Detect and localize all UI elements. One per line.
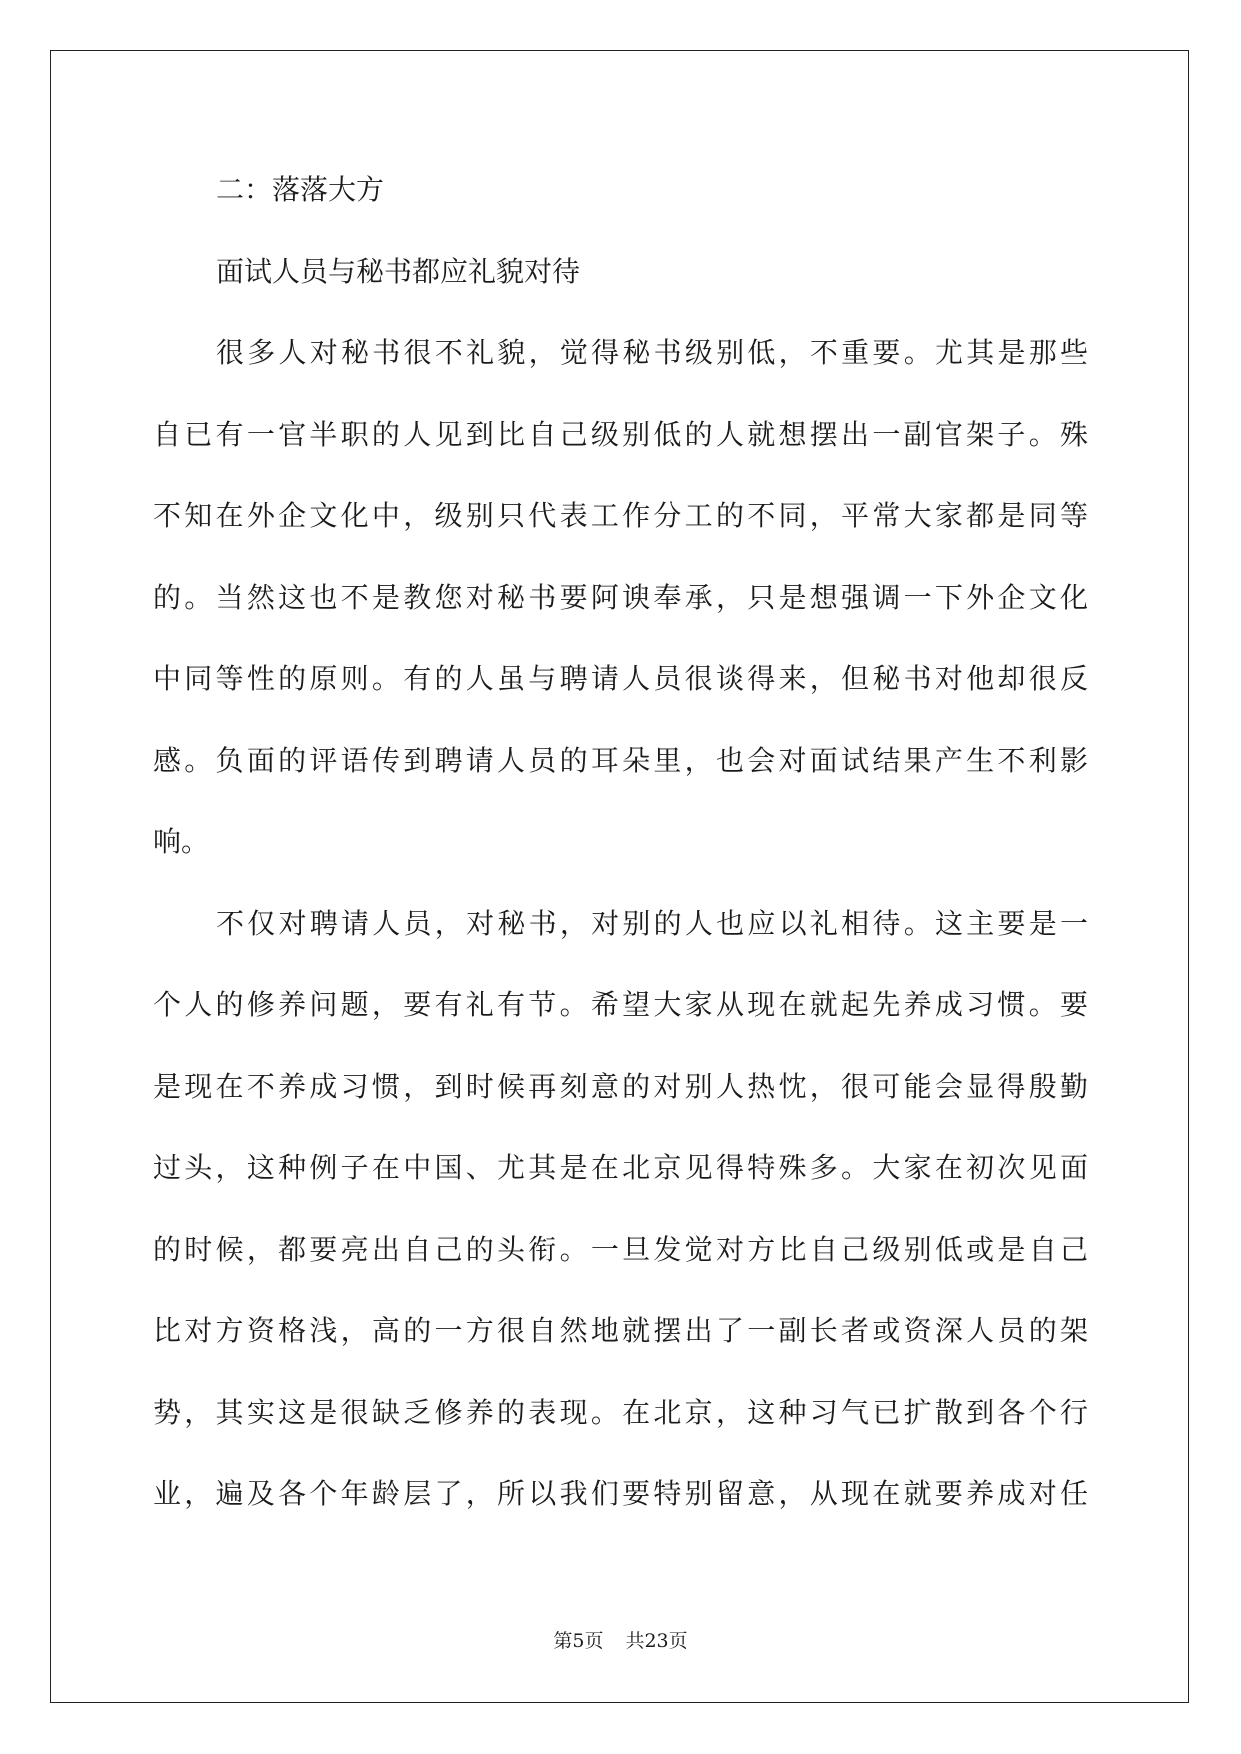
paragraph-line: 势，其实这是很缺乏修养的表现。在北京，这种习气已扩散到各个行 [153,1395,1088,1429]
paragraph-line: 响。 [153,825,210,858]
paragraph-line: 比对方资格浅，高的一方很自然地就摆出了一副长者或资深人员的架 [153,1314,1088,1347]
paragraph-line: 不知在外企文化中，级别只代表工作分工的不同，平常大家都是同等 [153,499,1088,532]
paragraph-line: 中同等性的原则。有的人虽与聘请人员很谈得来，但秘书对他却很反 [153,662,1088,695]
paragraph-line: 自已有一官半职的人见到比自己级别低的人就想摆出一副官架子。殊 [153,417,1088,451]
document-body [153,149,1088,1535]
paragraph-line: 感。负面的评语传到聘请人员的耳朵里，也会对面试结果产生不利影 [153,743,1088,777]
paragraph-line: 不仅对聘请人员，对秘书，对别的人也应以礼相待。这主要是一 [216,906,1088,940]
paragraph-line: 业，遍及各个年龄层了，所以我们要特别留意，从现在就要养成对任 [153,1477,1088,1510]
paragraph-line: 很多人对秘书很不礼貌，觉得秘书级别低，不重要。尤其是那些 [216,336,1088,369]
paragraph-line: 的时候，都要亮出自己的头衔。一旦发觉对方比自己级别低或是自己 [153,1232,1088,1266]
subheading: 面试人员与秘书都应礼貌对待 [216,254,581,288]
paragraph-line: 个人的修养问题，要有礼有节。希望大家从现在就起先养成习惯。要 [153,988,1088,1021]
current-page-number: 第5页 [553,1630,604,1652]
paragraph-line: 是现在不养成习惯，到时候再刻意的对别人热忱，很可能会显得殷勤 [153,1069,1088,1103]
total-page-count: 共23页 [625,1630,688,1652]
section-heading: 二：落落大方 [216,173,385,206]
paragraph-line: 的。当然这也不是教您对秘书要阿谀奉承，只是想强调一下外企文化 [153,580,1088,614]
page-footer [0,1628,1241,1654]
paragraph-line: 过头，这种例子在中国、尤其是在北京见得特殊多。大家在初次见面 [153,1151,1088,1184]
